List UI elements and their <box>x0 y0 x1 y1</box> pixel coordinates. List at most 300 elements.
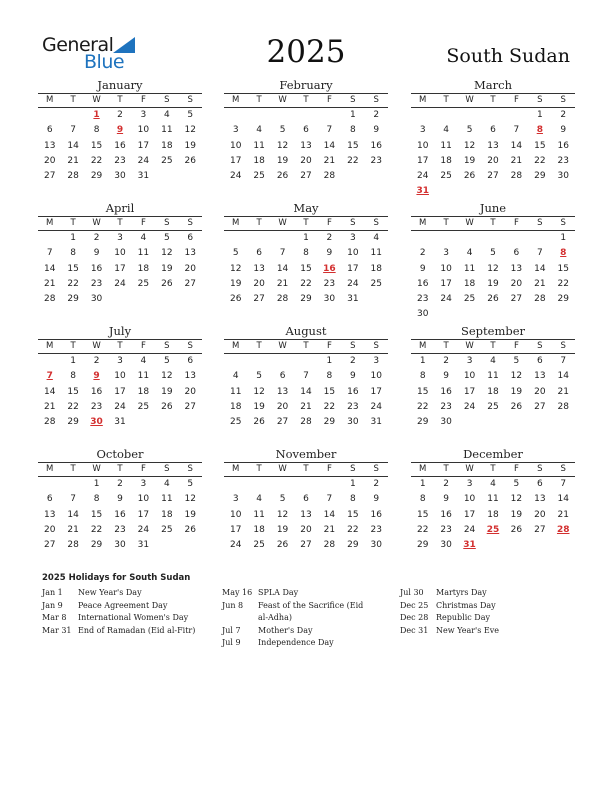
day-cell[interactable]: 28 <box>557 401 569 412</box>
day-cell[interactable]: 4 <box>256 494 262 505</box>
day-cell[interactable]: 8 <box>70 248 76 259</box>
day-cell[interactable]: 14 <box>67 140 79 151</box>
day-cell[interactable]: 15 <box>347 509 359 520</box>
day-cell[interactable]: 13 <box>487 140 499 151</box>
day-cell[interactable]: 22 <box>347 524 359 535</box>
day-cell[interactable]: 19 <box>276 524 289 535</box>
holiday-day-cell[interactable]: 7 <box>46 371 53 382</box>
day-cell[interactable]: 18 <box>253 524 265 535</box>
day-cell[interactable]: 31 <box>137 171 150 182</box>
holiday-day-cell[interactable]: 8 <box>536 125 543 136</box>
day-cell[interactable]: 13 <box>184 248 196 259</box>
day-cell[interactable]: 22 <box>67 401 79 412</box>
day-cell[interactable]: 22 <box>90 155 103 166</box>
day-cell[interactable]: 8 <box>419 371 426 382</box>
holiday-day-cell[interactable]: 1 <box>93 110 100 120</box>
day-cell[interactable]: 17 <box>137 509 150 520</box>
day-cell[interactable]: 2 <box>443 356 449 366</box>
day-cell[interactable]: 16 <box>347 386 359 397</box>
day-cell[interactable]: 30 <box>440 540 452 551</box>
day-cell[interactable]: 3 <box>117 356 123 366</box>
day-cell[interactable]: 22 <box>534 155 546 166</box>
day-cell[interactable]: 30 <box>557 171 569 182</box>
day-cell[interactable]: 2 <box>373 479 380 489</box>
day-cell[interactable]: 23 <box>440 524 452 535</box>
day-cell[interactable]: 4 <box>140 233 147 243</box>
day-cell[interactable]: 13 <box>43 140 56 151</box>
day-cell[interactable]: 3 <box>232 494 239 505</box>
day-cell[interactable]: 26 <box>253 417 265 428</box>
day-cell[interactable]: 17 <box>137 140 150 151</box>
day-cell[interactable]: 2 <box>326 233 333 243</box>
day-cell[interactable]: 3 <box>140 479 147 489</box>
day-cell[interactable]: 4 <box>256 125 262 136</box>
day-cell[interactable]: 21 <box>323 524 336 535</box>
day-cell[interactable]: 10 <box>137 494 150 505</box>
day-cell[interactable]: 23 <box>370 524 382 535</box>
day-cell[interactable]: 11 <box>161 125 173 136</box>
day-cell[interactable]: 30 <box>323 294 336 305</box>
day-cell[interactable]: 1 <box>419 479 426 489</box>
day-cell[interactable]: 8 <box>419 494 426 505</box>
day-cell[interactable]: 11 <box>137 371 150 382</box>
day-cell[interactable]: 6 <box>490 125 496 136</box>
day-cell[interactable]: 27 <box>184 278 196 289</box>
day-cell[interactable]: 27 <box>253 294 265 305</box>
day-cell[interactable]: 13 <box>43 509 56 520</box>
day-cell[interactable]: 13 <box>534 494 546 505</box>
day-cell[interactable]: 2 <box>560 110 567 120</box>
day-cell[interactable]: 9 <box>349 371 356 382</box>
day-cell[interactable]: 5 <box>466 125 473 136</box>
day-cell[interactable]: 13 <box>534 371 546 382</box>
day-cell[interactable]: 11 <box>253 140 265 151</box>
day-cell[interactable]: 30 <box>90 294 103 305</box>
day-cell[interactable]: 14 <box>557 371 569 382</box>
day-cell[interactable]: 31 <box>114 417 126 428</box>
day-cell[interactable]: 2 <box>349 356 356 366</box>
day-cell[interactable]: 28 <box>534 294 546 305</box>
day-cell[interactable]: 16 <box>370 509 382 520</box>
day-cell[interactable]: 15 <box>416 509 429 520</box>
day-cell[interactable]: 21 <box>510 155 523 166</box>
day-cell[interactable]: 13 <box>300 140 312 151</box>
day-cell[interactable]: 10 <box>229 509 242 520</box>
day-cell[interactable]: 1 <box>70 356 76 366</box>
day-cell[interactable]: 29 <box>416 417 429 428</box>
day-cell[interactable]: 26 <box>487 294 499 305</box>
day-cell[interactable]: 28 <box>323 171 336 182</box>
day-cell[interactable]: 21 <box>534 278 546 289</box>
day-cell[interactable]: 15 <box>534 140 546 151</box>
day-cell[interactable]: 2 <box>93 233 100 243</box>
day-cell[interactable]: 4 <box>490 356 496 366</box>
day-cell[interactable]: 9 <box>443 494 449 505</box>
day-cell[interactable]: 11 <box>229 386 242 397</box>
day-cell[interactable]: 6 <box>303 125 309 136</box>
day-cell[interactable]: 18 <box>137 386 150 397</box>
day-cell[interactable]: 12 <box>161 248 173 259</box>
day-cell[interactable]: 22 <box>416 401 429 412</box>
day-cell[interactable]: 20 <box>534 386 546 397</box>
holiday-day-cell[interactable]: 9 <box>116 125 124 136</box>
day-cell[interactable]: 3 <box>117 233 123 243</box>
day-cell[interactable]: 26 <box>161 401 173 412</box>
day-cell[interactable]: 6 <box>536 356 543 366</box>
day-cell[interactable]: 14 <box>323 140 336 151</box>
day-cell[interactable]: 10 <box>463 371 476 382</box>
day-cell[interactable]: 18 <box>253 155 265 166</box>
holiday-day-cell[interactable]: 8 <box>560 248 567 259</box>
day-cell[interactable]: 29 <box>90 540 103 551</box>
day-cell[interactable]: 19 <box>510 509 523 520</box>
day-cell[interactable]: 25 <box>463 294 476 305</box>
day-cell[interactable]: 3 <box>466 356 473 366</box>
day-cell[interactable]: 20 <box>300 524 312 535</box>
day-cell[interactable]: 27 <box>487 171 499 182</box>
day-cell[interactable]: 19 <box>229 278 242 289</box>
holiday-day-cell[interactable]: 31 <box>416 186 429 197</box>
day-cell[interactable]: 6 <box>279 371 286 382</box>
day-cell[interactable]: 12 <box>161 371 173 382</box>
day-cell[interactable]: 22 <box>67 278 79 289</box>
day-cell[interactable]: 31 <box>347 294 359 305</box>
day-cell[interactable]: 17 <box>229 524 242 535</box>
day-cell[interactable]: 16 <box>90 386 103 397</box>
day-cell[interactable]: 6 <box>303 494 309 505</box>
day-cell[interactable]: 1 <box>536 110 543 120</box>
day-cell[interactable]: 31 <box>370 417 382 428</box>
day-cell[interactable]: 6 <box>256 248 262 259</box>
day-cell[interactable]: 12 <box>229 263 242 274</box>
day-cell[interactable]: 2 <box>373 110 380 120</box>
day-cell[interactable]: 14 <box>557 494 569 505</box>
day-cell[interactable]: 25 <box>137 278 150 289</box>
day-cell[interactable]: 30 <box>416 309 429 320</box>
day-cell[interactable]: 5 <box>163 233 170 243</box>
day-cell[interactable]: 9 <box>117 494 123 505</box>
day-cell[interactable]: 23 <box>370 155 382 166</box>
day-cell[interactable]: 23 <box>416 294 429 305</box>
day-cell[interactable]: 9 <box>326 248 333 259</box>
day-cell[interactable]: 19 <box>487 278 499 289</box>
day-cell[interactable]: 16 <box>370 140 382 151</box>
day-cell[interactable]: 9 <box>419 263 426 274</box>
day-cell[interactable]: 23 <box>323 278 336 289</box>
day-cell[interactable]: 26 <box>276 540 289 551</box>
day-cell[interactable]: 25 <box>161 524 173 535</box>
day-cell[interactable]: 25 <box>370 278 382 289</box>
day-cell[interactable]: 29 <box>67 294 79 305</box>
day-cell[interactable]: 25 <box>253 540 265 551</box>
day-cell[interactable]: 7 <box>560 479 567 489</box>
day-cell[interactable]: 25 <box>229 417 242 428</box>
day-cell[interactable]: 28 <box>67 171 79 182</box>
day-cell[interactable]: 3 <box>373 356 380 366</box>
day-cell[interactable]: 11 <box>440 140 452 151</box>
day-cell[interactable]: 30 <box>440 417 452 428</box>
day-cell[interactable]: 24 <box>347 278 359 289</box>
day-cell[interactable]: 11 <box>463 263 476 274</box>
day-cell[interactable]: 18 <box>161 140 173 151</box>
day-cell[interactable]: 19 <box>253 401 265 412</box>
day-cell[interactable]: 16 <box>90 263 103 274</box>
day-cell[interactable]: 5 <box>279 494 286 505</box>
day-cell[interactable]: 8 <box>303 248 309 259</box>
day-cell[interactable]: 19 <box>184 140 196 151</box>
day-cell[interactable]: 21 <box>323 155 336 166</box>
day-cell[interactable]: 7 <box>70 125 76 136</box>
day-cell[interactable]: 24 <box>137 155 150 166</box>
day-cell[interactable]: 21 <box>300 401 312 412</box>
day-cell[interactable]: 16 <box>440 509 452 520</box>
day-cell[interactable]: 29 <box>416 540 429 551</box>
day-cell[interactable]: 7 <box>513 125 520 136</box>
day-cell[interactable]: 1 <box>560 233 567 243</box>
day-cell[interactable]: 22 <box>416 524 429 535</box>
day-cell[interactable]: 25 <box>253 171 265 182</box>
day-cell[interactable]: 8 <box>349 125 356 136</box>
day-cell[interactable]: 20 <box>276 401 289 412</box>
day-cell[interactable]: 23 <box>114 155 126 166</box>
day-cell[interactable]: 30 <box>114 171 126 182</box>
day-cell[interactable]: 1 <box>326 356 333 366</box>
day-cell[interactable]: 20 <box>43 524 56 535</box>
day-cell[interactable]: 9 <box>93 248 100 259</box>
day-cell[interactable]: 28 <box>276 294 289 305</box>
day-cell[interactable]: 12 <box>463 140 476 151</box>
day-cell[interactable]: 12 <box>253 386 265 397</box>
day-cell[interactable]: 9 <box>373 125 380 136</box>
day-cell[interactable]: 8 <box>93 125 100 136</box>
day-cell[interactable]: 17 <box>463 386 476 397</box>
day-cell[interactable]: 14 <box>43 263 56 274</box>
day-cell[interactable]: 20 <box>184 386 196 397</box>
day-cell[interactable]: 2 <box>117 110 123 120</box>
day-cell[interactable]: 7 <box>326 494 333 505</box>
holiday-day-cell[interactable]: 25 <box>486 524 500 535</box>
day-cell[interactable]: 24 <box>416 171 429 182</box>
day-cell[interactable]: 8 <box>93 494 100 505</box>
day-cell[interactable]: 24 <box>370 401 382 412</box>
day-cell[interactable]: 22 <box>323 401 336 412</box>
day-cell[interactable]: 15 <box>557 263 569 274</box>
day-cell[interactable]: 3 <box>232 125 239 136</box>
day-cell[interactable]: 23 <box>440 401 452 412</box>
day-cell[interactable]: 27 <box>300 540 312 551</box>
day-cell[interactable]: 9 <box>443 371 449 382</box>
day-cell[interactable]: 5 <box>256 371 262 382</box>
day-cell[interactable]: 4 <box>466 248 473 259</box>
day-cell[interactable]: 7 <box>279 248 286 259</box>
day-cell[interactable]: 10 <box>416 140 429 151</box>
day-cell[interactable]: 24 <box>229 171 242 182</box>
day-cell[interactable]: 28 <box>67 540 79 551</box>
day-cell[interactable]: 29 <box>67 417 79 428</box>
day-cell[interactable]: 1 <box>349 110 356 120</box>
day-cell[interactable]: 4 <box>140 356 147 366</box>
day-cell[interactable]: 14 <box>510 140 523 151</box>
day-cell[interactable]: 20 <box>487 155 499 166</box>
day-cell[interactable]: 25 <box>137 401 150 412</box>
day-cell[interactable]: 19 <box>161 386 173 397</box>
day-cell[interactable]: 15 <box>90 140 103 151</box>
day-cell[interactable]: 15 <box>67 263 79 274</box>
day-cell[interactable]: 21 <box>43 401 56 412</box>
day-cell[interactable]: 24 <box>114 278 126 289</box>
day-cell[interactable]: 17 <box>370 386 382 397</box>
day-cell[interactable]: 12 <box>510 494 523 505</box>
day-cell[interactable]: 24 <box>463 401 476 412</box>
day-cell[interactable]: 6 <box>46 494 53 505</box>
day-cell[interactable]: 29 <box>90 171 103 182</box>
day-cell[interactable]: 2 <box>443 479 449 489</box>
day-cell[interactable]: 14 <box>67 509 79 520</box>
day-cell[interactable]: 8 <box>326 371 333 382</box>
day-cell[interactable]: 13 <box>510 263 523 274</box>
day-cell[interactable]: 26 <box>463 171 476 182</box>
day-cell[interactable]: 4 <box>163 479 170 489</box>
day-cell[interactable]: 28 <box>323 540 336 551</box>
day-cell[interactable]: 15 <box>416 386 429 397</box>
day-cell[interactable]: 20 <box>43 155 56 166</box>
day-cell[interactable]: 16 <box>557 140 569 151</box>
day-cell[interactable]: 10 <box>229 140 242 151</box>
day-cell[interactable]: 3 <box>140 110 147 120</box>
day-cell[interactable]: 22 <box>347 155 359 166</box>
day-cell[interactable]: 7 <box>303 371 309 382</box>
day-cell[interactable]: 9 <box>560 125 567 136</box>
day-cell[interactable]: 1 <box>349 479 356 489</box>
day-cell[interactable]: 10 <box>440 263 452 274</box>
day-cell[interactable]: 10 <box>347 248 359 259</box>
day-cell[interactable]: 8 <box>70 371 76 382</box>
day-cell[interactable]: 26 <box>184 155 196 166</box>
day-cell[interactable]: 27 <box>276 417 289 428</box>
day-cell[interactable]: 18 <box>463 278 476 289</box>
day-cell[interactable]: 13 <box>184 371 196 382</box>
day-cell[interactable]: 5 <box>163 356 170 366</box>
day-cell[interactable]: 10 <box>370 371 382 382</box>
day-cell[interactable]: 26 <box>184 524 196 535</box>
day-cell[interactable]: 14 <box>300 386 312 397</box>
holiday-day-cell[interactable]: 31 <box>463 540 476 551</box>
day-cell[interactable]: 31 <box>137 540 150 551</box>
day-cell[interactable]: 23 <box>90 278 103 289</box>
day-cell[interactable]: 26 <box>510 524 523 535</box>
day-cell[interactable]: 10 <box>463 494 476 505</box>
day-cell[interactable]: 30 <box>370 540 382 551</box>
day-cell[interactable]: 25 <box>161 155 173 166</box>
day-cell[interactable]: 20 <box>253 278 265 289</box>
day-cell[interactable]: 11 <box>487 494 499 505</box>
day-cell[interactable]: 2 <box>93 356 100 366</box>
day-cell[interactable]: 7 <box>46 248 53 259</box>
day-cell[interactable]: 17 <box>416 155 429 166</box>
day-cell[interactable]: 2 <box>419 248 426 259</box>
day-cell[interactable]: 28 <box>510 171 523 182</box>
day-cell[interactable]: 25 <box>487 401 499 412</box>
day-cell[interactable]: 16 <box>440 386 452 397</box>
day-cell[interactable]: 22 <box>90 524 103 535</box>
day-cell[interactable]: 18 <box>487 509 499 520</box>
day-cell[interactable]: 26 <box>510 401 523 412</box>
day-cell[interactable]: 29 <box>300 294 312 305</box>
day-cell[interactable]: 17 <box>114 263 126 274</box>
day-cell[interactable]: 7 <box>326 125 333 136</box>
day-cell[interactable]: 3 <box>419 125 426 136</box>
day-cell[interactable]: 13 <box>253 263 265 274</box>
day-cell[interactable]: 23 <box>347 401 359 412</box>
day-cell[interactable]: 27 <box>43 171 56 182</box>
day-cell[interactable]: 13 <box>300 509 312 520</box>
day-cell[interactable]: 29 <box>534 171 546 182</box>
day-cell[interactable]: 14 <box>534 263 546 274</box>
day-cell[interactable]: 24 <box>463 524 476 535</box>
day-cell[interactable]: 27 <box>43 540 56 551</box>
day-cell[interactable]: 27 <box>534 401 546 412</box>
day-cell[interactable]: 29 <box>323 417 336 428</box>
day-cell[interactable]: 16 <box>416 278 429 289</box>
day-cell[interactable]: 20 <box>510 278 523 289</box>
holiday-day-cell[interactable]: 28 <box>556 524 570 535</box>
day-cell[interactable]: 29 <box>557 294 569 305</box>
day-cell[interactable]: 14 <box>276 263 289 274</box>
day-cell[interactable]: 11 <box>370 248 382 259</box>
day-cell[interactable]: 17 <box>229 155 242 166</box>
day-cell[interactable]: 18 <box>487 386 499 397</box>
day-cell[interactable]: 12 <box>184 125 196 136</box>
day-cell[interactable]: 10 <box>137 125 150 136</box>
day-cell[interactable]: 24 <box>137 524 150 535</box>
day-cell[interactable]: 21 <box>43 278 56 289</box>
day-cell[interactable]: 27 <box>510 294 523 305</box>
day-cell[interactable]: 14 <box>323 509 336 520</box>
day-cell[interactable]: 17 <box>463 509 476 520</box>
day-cell[interactable]: 12 <box>510 371 523 382</box>
day-cell[interactable]: 7 <box>70 494 76 505</box>
day-cell[interactable]: 3 <box>349 233 356 243</box>
day-cell[interactable]: 27 <box>300 171 312 182</box>
day-cell[interactable]: 18 <box>229 401 242 412</box>
holiday-day-cell[interactable]: 16 <box>323 263 336 274</box>
day-cell[interactable]: 26 <box>276 171 289 182</box>
holiday-day-cell[interactable]: 9 <box>93 371 100 382</box>
day-cell[interactable]: 1 <box>93 479 100 489</box>
day-cell[interactable]: 5 <box>513 356 520 366</box>
day-cell[interactable]: 3 <box>443 248 449 259</box>
day-cell[interactable]: 19 <box>161 263 173 274</box>
day-cell[interactable]: 1 <box>303 233 309 243</box>
day-cell[interactable]: 26 <box>229 294 242 305</box>
day-cell[interactable]: 24 <box>229 540 242 551</box>
day-cell[interactable]: 3 <box>466 479 473 489</box>
day-cell[interactable]: 11 <box>253 509 265 520</box>
day-cell[interactable]: 11 <box>161 494 173 505</box>
day-cell[interactable]: 4 <box>232 371 239 382</box>
day-cell[interactable]: 20 <box>300 155 312 166</box>
day-cell[interactable]: 6 <box>513 248 520 259</box>
day-cell[interactable]: 19 <box>510 386 523 397</box>
day-cell[interactable]: 5 <box>232 248 239 259</box>
day-cell[interactable]: 25 <box>440 171 452 182</box>
day-cell[interactable]: 4 <box>490 479 496 489</box>
day-cell[interactable]: 24 <box>440 294 452 305</box>
day-cell[interactable]: 11 <box>137 248 150 259</box>
day-cell[interactable]: 30 <box>114 540 126 551</box>
day-cell[interactable]: 12 <box>487 263 499 274</box>
day-cell[interactable]: 7 <box>536 248 543 259</box>
